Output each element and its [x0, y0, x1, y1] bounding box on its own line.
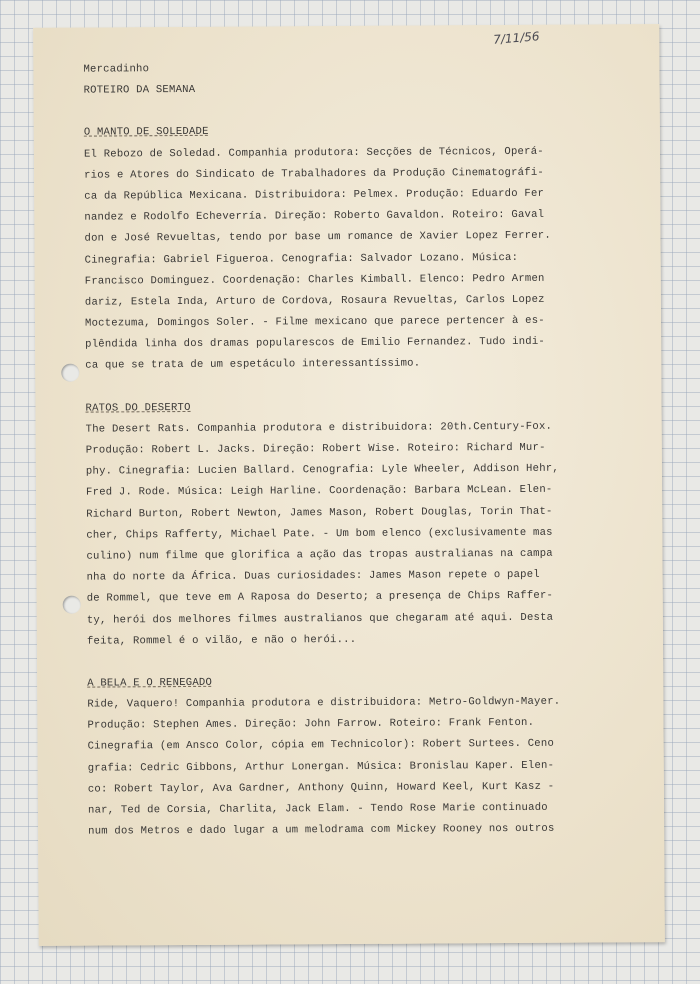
review-entry: [87, 670, 648, 843]
punch-hole: [63, 596, 81, 614]
entry-line: nandez e Rodolfo Echeverría. Direção: Roberto Gavaldon. Roteiro: Gaval: [84, 208, 545, 224]
entry-line: Fred J. Rode. Música: Leigh Harline. Coordenação: Barbara McLean. Elen-: [86, 484, 553, 499]
entry-line: don e José Revueltas, tendo por base um romance de Xavier Lopez Ferrer.: [84, 230, 551, 245]
entry-line: The Desert Rats. Companhia produtora e distribuidora: 20th.Century-Fox.: [85, 420, 553, 436]
entry-line: grafia: Cedric Gibbons, Arthur Lonergan. Música: Bronislau Kaper. Elen-: [87, 759, 555, 775]
entry-line: Francisco Dominguez. Coordenação: Charles Kimball. Elenco: Pedro Armen: [84, 272, 545, 288]
typewritten-page: [33, 24, 665, 946]
entry-heading: RATOS DO DESERTO: [85, 401, 191, 415]
entry-line: Cinegrafia: Gabriel Figueroa. Cenografia: Salvador Lozano. Música:: [84, 251, 519, 267]
entry-line: num dos Metros e dado lugar a um melodrama com Mickey Rooney nos outros: [88, 822, 555, 838]
entry-line: cher, Chips Rafferty, Michael Pate. - Um bom elenco (exclusivamente mas: [86, 526, 553, 542]
entry-line: phy. Cinegrafia: Lucien Ballard. Cenografia: Lyle Wheeler, Addison Hehr,: [85, 462, 559, 478]
page-content: [83, 56, 648, 843]
entry-line: dariz, Estela Inda, Arturo de Cordova, Rosaura Revueltas, Carlos Lopez: [84, 293, 545, 309]
entry-line: plêndida linha dos dramas popularescos de Emilio Fernandez. Tudo indi-: [85, 336, 546, 351]
entry-line: rios e Atores do Sindicato de Trabalhadores da Produção Cinematográfi-: [84, 166, 544, 182]
entry-line: El Rebozo de Soledad. Companhia produtora: Secções de Técnicos, Operá-: [83, 145, 544, 161]
entry-line: ca que se trata de um espetáculo interessantíssimo.: [85, 357, 421, 373]
entry-line: Produção: Robert L. Jacks. Direção: Robert Wise. Roteiro: Richard Mur-: [85, 441, 546, 457]
entry-line: Cinegrafia (em Ansco Color, cópia em Technicolor): Robert Surtees. Ceno: [87, 738, 555, 754]
entry-line: Richard Burton, Robert Newton, James Mason, Robert Douglas, Torin That-: [86, 505, 553, 521]
entry-line: de Rommel, que teve em A Raposa do Deserto; a presença de Chips Raffer-: [86, 590, 554, 605]
column-name: Mercadinho: [83, 63, 150, 76]
entry-line: culino) num filme que glorifica a ação das tropas australianas na campa: [86, 547, 553, 563]
entry-line: Ride, Vaquero! Companhia produtora e distribuidora: Metro-Goldwyn-Mayer.: [87, 695, 561, 711]
entry-line: Moctezuma, Domingos Soler. - Filme mexicano que parece pertencer à es-: [84, 314, 545, 330]
entry-line: co: Robert Taylor, Ava Gardner, Anthony Quinn, Howard Keel, Kurt Kasz -: [87, 780, 555, 796]
review-entry: [84, 120, 646, 378]
entry-line: ca da República Mexicana. Distribuidora: Pelmex. Produção: Eduardo Fer: [84, 187, 545, 203]
handwritten-date: 7/11/56: [492, 29, 540, 47]
punch-hole: [61, 364, 79, 382]
entry-line: feita, Rommel é o vilão, e não o herói...: [86, 633, 357, 648]
entry-heading: A BELA E O RENEGADO: [87, 676, 213, 690]
entry-heading: O MANTO DE SOLEDADE: [83, 126, 209, 139]
section-title: ROTEIRO DA SEMANA: [83, 84, 196, 97]
review-entry: [85, 395, 647, 653]
entry-line: nha do norte da África. Duas curiosidades: James Mason repete o papel: [86, 568, 540, 584]
entry-line: nar, Ted de Corsia, Charlita, Jack Elam. - Tendo Rose Marie continuado: [87, 801, 548, 817]
entry-line: ty, herói dos melhores filmes australianos que chegaram até aqui. Desta: [86, 611, 554, 627]
entry-line: Produção: Stephen Ames. Direção: John Farrow. Roteiro: Frank Fenton.: [87, 717, 535, 732]
